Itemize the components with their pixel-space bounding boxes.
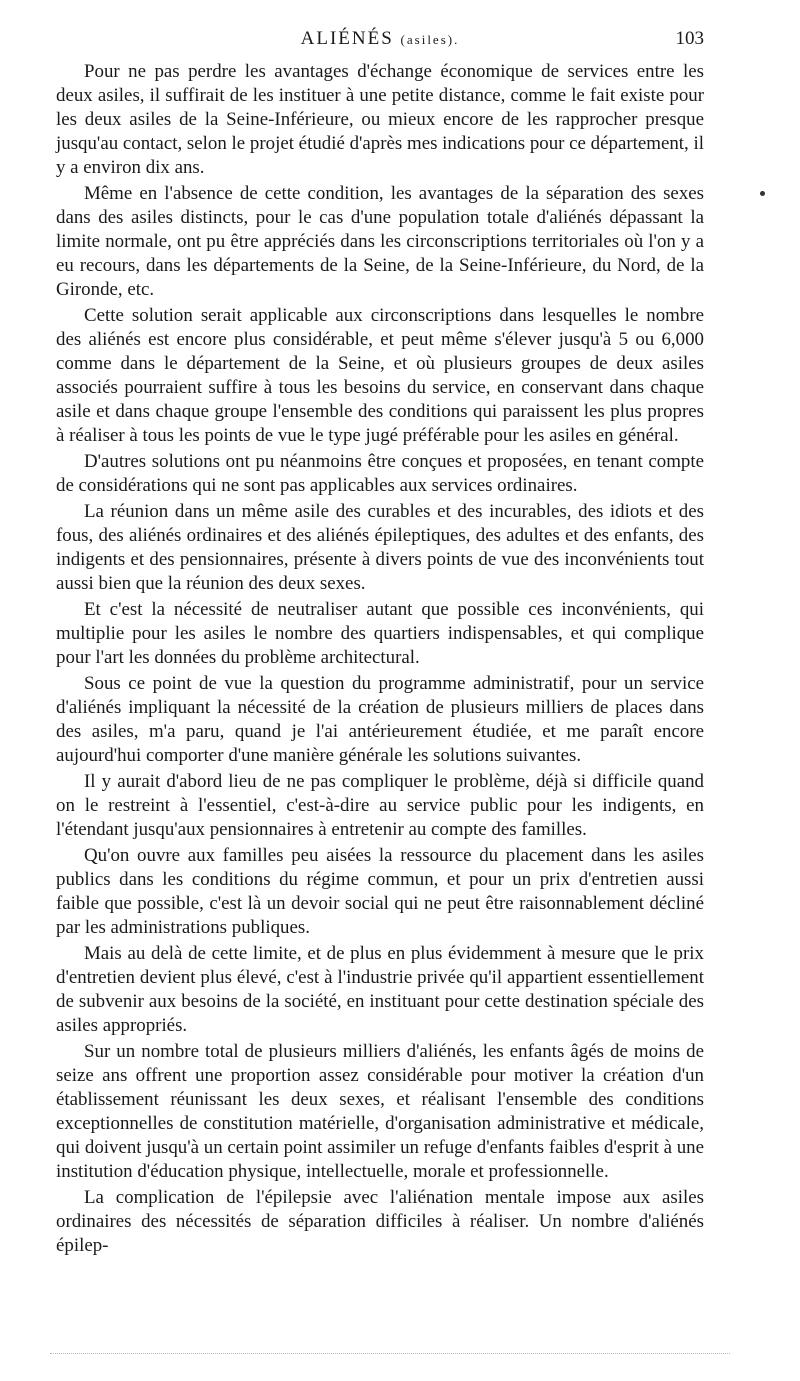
paragraph-8: Il y aurait d'abord lieu de ne pas compliquer le problème, déjà si difficile quand on le restreint à l'essentiel, c'est-à-dire au service public pour les indigents, en l'étendant jusqu'aux pensionnaires à entretenir au compte des familles.: [56, 771, 704, 840]
paragraph-7: Sous ce point de vue la question du programme administratif, pour un service d'aliénés impliquant la nécessité de la création de plusieurs milliers de places dans des asiles, m'a paru, quand je l'ai antérieurement étudiée, et me paraît encore aujourd'hui comporter d'une manière générale les solutions suivantes.: [56, 673, 704, 766]
paragraph-11: Sur un nombre total de plusieurs milliers d'aliénés, les enfants âgés de moins de seize ans offrent une proportion assez considérable pour motiver la création d'un établissement réunissant les deux sexes, et réalisant l'ensemble des conditions exceptionnelles de constitution matérielle, d'organisation administrative et médicale, qui doivent jusqu'à un certain point assimiler un refuge d'enfants faibles d'esprit à une institution d'éducation physique, intellectuelle, morale et professionnelle.: [56, 1041, 704, 1182]
running-title: [56, 28, 704, 50]
paragraph-12: La complication de l'épilepsie avec l'aliénation mentale impose aux asiles ordinaires des nécessités de séparation difficiles à réaliser. Un nombre d'aliénés épilep-: [56, 1187, 704, 1256]
body-text: [56, 60, 704, 1260]
ink-spot: [760, 191, 765, 196]
bleed-through-line: [50, 1353, 730, 1354]
paragraph-9: Qu'on ouvre aux familles peu aisées la ressource du placement dans les asiles publics dans les conditions du régime commun, et pour un prix d'entretien aussi faible que possible, c'est là un devoir social qui ne peut être raisonnablement décliné par les administrations publiques.: [56, 845, 704, 938]
paragraph-2: Même en l'absence de cette condition, les avantages de la séparation des sexes dans des asiles distincts, pour le cas d'une population totale d'aliénés dépassant la limite normale, ont pu être appréciés dans les circonscriptions territoriales où l'on y a eu recours, dans les départements de la Seine, de la Seine-Inférieure, du Nord, de la Gironde, etc.: [56, 183, 704, 300]
paragraph-10: Mais au delà de cette limite, et de plus en plus évidemment à mesure que le prix d'entretien devient plus élevé, c'est à l'industrie privée qu'il appartient essentiellement de subvenir aux besoins de la société, en instituant pour cette destination spéciale des asiles appropriés.: [56, 943, 704, 1036]
paragraph-1: Pour ne pas perdre les avantages d'échange économique de services entre les deux asiles, il suffirait de les instituer à une petite distance, comme le fait existe pour les deux asiles de la Seine-Inférieure, ou mieux encore de les rapprocher presque jusqu'au contact, selon le projet étudié d'après mes indications pour ce département, il y a environ dix ans.: [56, 61, 704, 178]
running-title-sub: (asiles).: [400, 32, 460, 47]
paragraph-5: La réunion dans un même asile des curables et des incurables, des idiots et des fous, des aliénés ordinaires et des aliénés épileptiques, des adultes et des enfants, des indigents et des pensionnaires, présente à divers points de vue des inconvénients tout aussi bien que la réunion des deux sexes.: [56, 501, 704, 594]
page-number: 103: [675, 28, 704, 49]
paragraph-3: Cette solution serait applicable aux circonscriptions dans lesquelles le nombre des aliénés est encore plus considérable, et peut même s'élever jusqu'à 5 ou 6,000 comme dans le département de la Seine, et où plusieurs groupes de deux asiles associés pourraient suffire à tous les besoins du service, en conservant dans chaque asile et dans chaque groupe l'ensemble des conditions qui paraissent les plus propres à réaliser à tous les points de vue le type jugé préférable pour les asiles en général.: [56, 305, 704, 446]
paragraph-4: D'autres solutions ont pu néanmoins être conçues et proposées, en tenant compte de considérations qui ne sont pas applicables aux services ordinaires.: [56, 451, 704, 496]
paragraph-6: Et c'est la nécessité de neutraliser autant que possible ces inconvénients, qui multiplie pour les asiles le nombre des quartiers indispensables, et qui complique pour l'art les données du problème architectural.: [56, 599, 704, 668]
running-title-main: ALIÉNÉS: [300, 28, 394, 49]
page-header: [56, 26, 704, 56]
